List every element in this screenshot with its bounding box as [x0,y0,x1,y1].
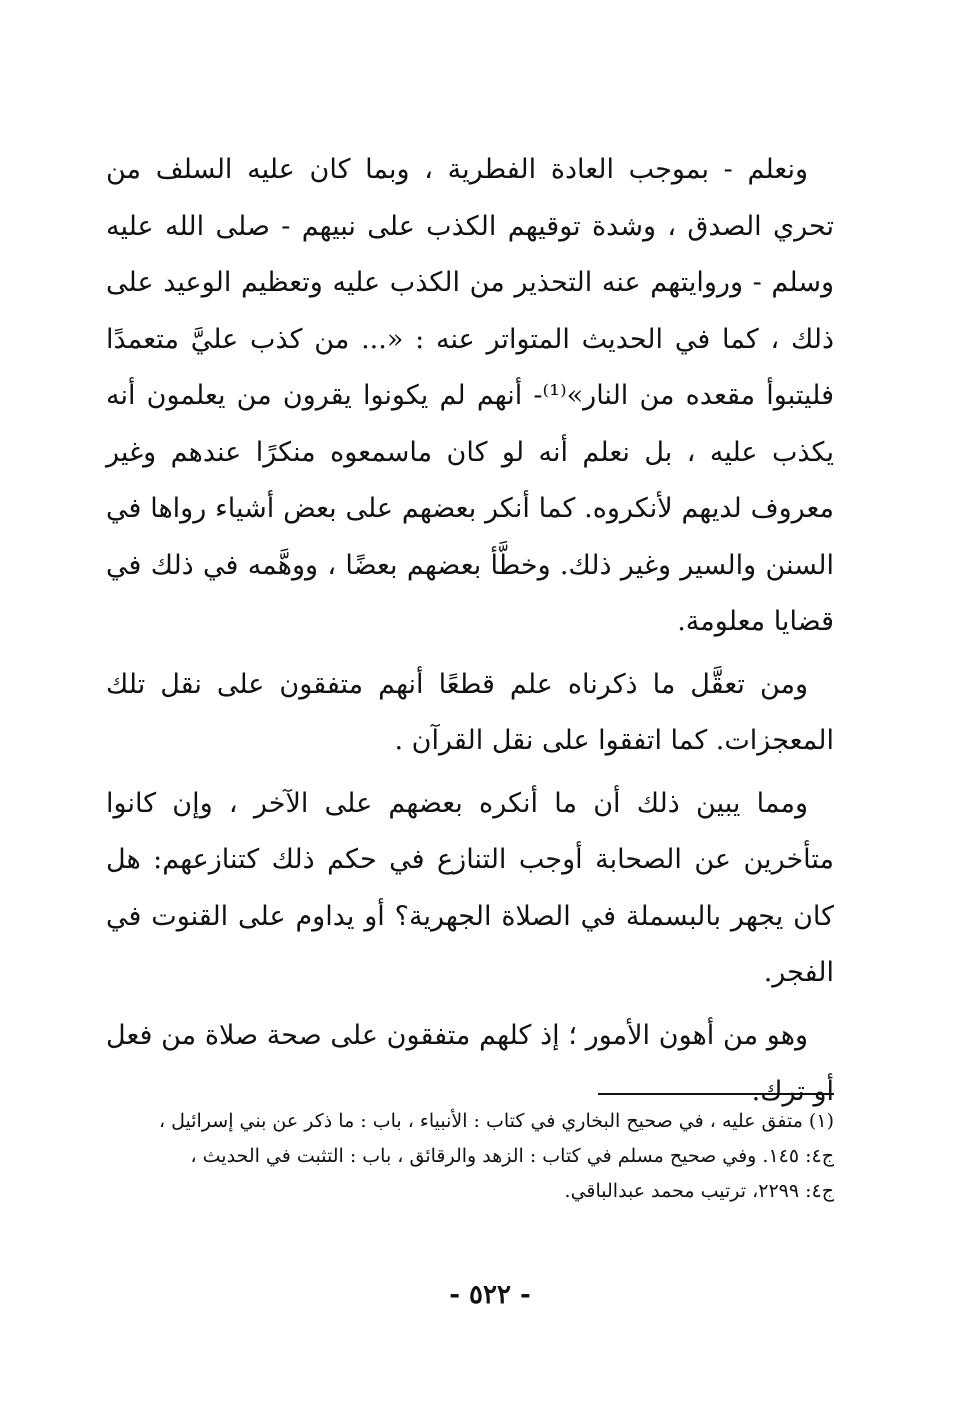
paragraph-3: ومما يبين ذلك أن ما أنكره بعضهم على الآخر ، وإن كانوا متأخرين عن الصحابة أوجب التنازع في حكم ذلك كتنازعهم: هل كان يجهر بالبسملة في الصلاة الجهرية؟ أو يداوم على القنوت في الفجر. [106,787,834,988]
page-number: - ٥٢٢ - [449,1280,531,1310]
paragraph-4: وهو من أهون الأمور ؛ إذ كلهم متفقون على صحة صلاة من فعل أو ترك. [106,1019,834,1107]
paragraph-2: ومن تعقَّل ما ذكرناه علم قطعًا أنهم متفقون على نقل تلك المعجزات. كما اتفقوا على نقل القرآن . [106,668,834,756]
main-text [106,142,834,1127]
footnotes [112,1104,834,1209]
paragraph-1: ونعلم - بموجب العادة الفطرية ، وبما كان عليه السلف من تحري الصدق ، وشدة توقيهم الكذب على نبيهم - صلى الله عليه وسلم - وروايتهم عنه التحذير من الكذب عليه وتعظيم الوعيد على ذلك ، كما في الحديث المتواتر عنه : «... من كذب عليَّ متعمدًا فليتبوأ مقعده من النار»⁽¹⁾- أنهم لم يكونوا يقرون من يعلمون أنه يكذب عليه ، بل نعلم أنه لو كان ماسمعوه منكرًا عندهم وغير معروف لديهم لأنكروه. كما أنكر بعضهم على بعض أشياء رواها في السنن والسير وغير ذلك. وخطَّأ بعضهم بعضًا ، ووهَّمه في ذلك في قضايا معلومة. [106,154,834,637]
footnote-line-1: (١) متفق عليه ، في صحيح البخاري في كتاب : الأنبياء ، باب : ما ذكر عن بني إسرائيل ، [158,1110,834,1132]
footnote-line-2: ج٤: ١٤٥. وفي صحيح مسلم في كتاب : الزهد والرقائق ، باب : التثبت في الحديث ، [190,1145,834,1167]
footnote-line-3: ج٤: ٢٢٩٩، ترتيب محمد عبدالباقي. [564,1180,834,1202]
footnote-divider [598,1093,834,1095]
